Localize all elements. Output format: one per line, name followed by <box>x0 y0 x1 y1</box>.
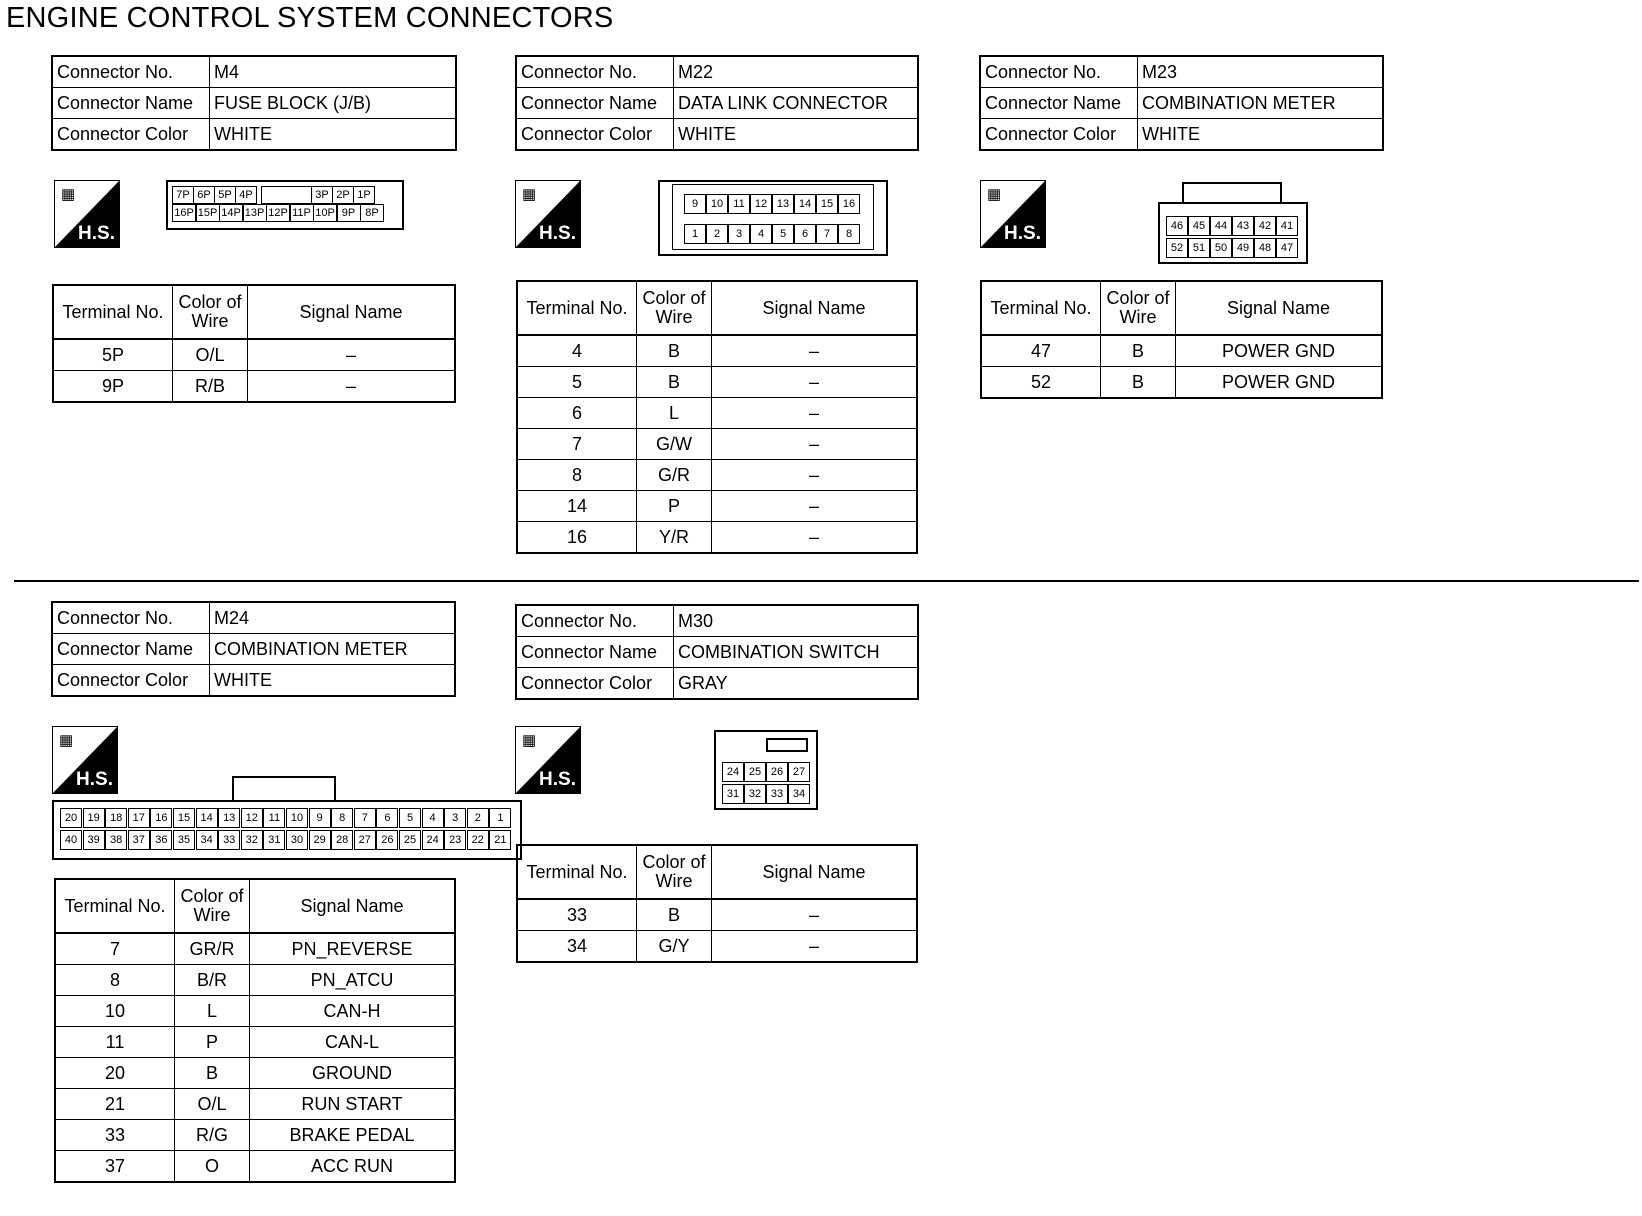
connector-pin: 30 <box>286 830 308 850</box>
connector-pin: 1P <box>353 186 375 204</box>
connector-no-label: Connector No. <box>517 57 674 88</box>
terminal-no-header: Terminal No. <box>517 845 637 899</box>
connector-pin: 11P <box>290 204 314 222</box>
connector-pin: 2P <box>332 186 354 204</box>
table-row <box>55 1120 455 1151</box>
connector-pin: 25 <box>399 830 421 850</box>
connector-color-value: WHITE <box>1138 119 1383 150</box>
connector-pin: 4P <box>235 186 257 204</box>
info-row <box>517 57 918 88</box>
connector-pin: 9P <box>337 204 361 222</box>
connector-color-label: Connector Color <box>981 119 1138 150</box>
signal-name-cell: – <box>712 429 918 460</box>
connector-no-label: Connector No. <box>53 603 210 634</box>
connector-pin: 11 <box>728 194 750 214</box>
wire-color-cell: Y/R <box>637 522 712 554</box>
terminal-no-header: Terminal No. <box>981 281 1101 335</box>
connector-plug-icon: ▦ <box>987 186 1002 203</box>
connector-pin: 35 <box>173 830 195 850</box>
wire-color-cell: O <box>175 1151 250 1183</box>
connector-pin: 5 <box>399 808 421 828</box>
info-row <box>53 665 455 696</box>
connector-pin: 45 <box>1188 216 1210 236</box>
signal-name-cell: RUN START <box>250 1089 456 1120</box>
terminal-header-row <box>55 879 455 933</box>
page-title: ENGINE CONTROL SYSTEM CONNECTORS <box>6 2 614 34</box>
connector-pin: 12 <box>750 194 772 214</box>
connector-name-label: Connector Name <box>981 88 1138 119</box>
table-row <box>517 460 917 491</box>
terminal-no-cell: 7 <box>517 429 637 460</box>
wire-color-header: Color of Wire <box>637 281 712 335</box>
wire-color-cell: B <box>1101 367 1176 399</box>
connector-pin: 52 <box>1166 238 1188 258</box>
connector-color-value: WHITE <box>210 665 455 696</box>
connector-pin: 9 <box>684 194 706 214</box>
connector-pin: 17 <box>128 808 150 828</box>
wire-color-cell: L <box>175 996 250 1027</box>
info-row <box>517 637 918 668</box>
wire-color-header: Color of Wire <box>1101 281 1176 335</box>
terminal-no-cell: 37 <box>55 1151 175 1183</box>
wire-color-cell: B <box>175 1058 250 1089</box>
signal-name-cell: – <box>712 931 918 963</box>
connector-pin: 16 <box>838 194 860 214</box>
harness-side-badge <box>515 180 581 248</box>
connector-color-value: WHITE <box>674 119 918 150</box>
connector-name-value: COMBINATION METER <box>1138 88 1383 119</box>
connector-pin: 10 <box>706 194 728 214</box>
connector-pin: 8P <box>360 204 384 222</box>
harness-side-badge <box>980 180 1046 248</box>
signal-name-cell: CAN-H <box>250 996 456 1027</box>
connector-color-label: Connector Color <box>53 665 210 696</box>
wire-color-cell: G/W <box>637 429 712 460</box>
info-row <box>53 88 456 119</box>
connector-pin: 25 <box>744 762 766 782</box>
connector-info-table <box>980 56 1383 150</box>
connector-pin: 5P <box>214 186 236 204</box>
connector-name-value: COMBINATION SWITCH <box>674 637 918 668</box>
connector-pin: 20 <box>60 808 82 828</box>
signal-name-cell: POWER GND <box>1176 335 1383 367</box>
terminal-header-row <box>981 281 1382 335</box>
table-row <box>517 899 917 931</box>
connector-pin: 51 <box>1188 238 1210 258</box>
wire-color-header: Color of Wire <box>637 845 712 899</box>
wire-color-cell: B <box>1101 335 1176 367</box>
connector-no-value: M30 <box>674 606 918 637</box>
hs-label: H.S. <box>539 223 576 244</box>
connector-name-label: Connector Name <box>53 88 210 119</box>
connector-pin: 8 <box>838 224 860 244</box>
connector-pin: 44 <box>1210 216 1232 236</box>
terminal-no-cell: 21 <box>55 1089 175 1120</box>
harness-side-badge <box>54 180 120 248</box>
connector-pin: 16 <box>150 808 172 828</box>
wire-color-cell: L <box>637 398 712 429</box>
connector-pin: 24 <box>722 762 744 782</box>
table-row <box>517 522 917 554</box>
connector-pin: 27 <box>354 830 376 850</box>
table-row <box>517 398 917 429</box>
wire-color-cell: B <box>637 899 712 931</box>
signal-name-header: Signal Name <box>1176 281 1383 335</box>
signal-name-cell: – <box>712 899 918 931</box>
connector-pin: 28 <box>331 830 353 850</box>
connector-pin: 19 <box>83 808 105 828</box>
connector-pin: 6P <box>193 186 215 204</box>
connector-pin: 14 <box>794 194 816 214</box>
connector-plug-icon: ▦ <box>522 186 537 203</box>
connector-plug-icon: ▦ <box>59 732 74 749</box>
connector-pin: 3 <box>728 224 750 244</box>
connector-pin: 18 <box>105 808 127 828</box>
terminal-no-cell: 11 <box>55 1027 175 1058</box>
connector-pin: 15 <box>173 808 195 828</box>
hs-label: H.S. <box>539 769 576 790</box>
connector-pin: 48 <box>1254 238 1276 258</box>
signal-name-cell: – <box>248 371 456 403</box>
connector-pin: 47 <box>1276 238 1298 258</box>
connector-pin <box>261 186 312 204</box>
connector-no-value: M24 <box>210 603 455 634</box>
connector-color-value: GRAY <box>674 668 918 699</box>
connector-color-label: Connector Color <box>517 119 674 150</box>
table-row <box>53 339 455 371</box>
terminal-no-cell: 47 <box>981 335 1101 367</box>
terminal-no-header: Terminal No. <box>55 879 175 933</box>
connector-plug-icon: ▦ <box>61 186 76 203</box>
connector-pin: 14 <box>196 808 218 828</box>
signal-name-header: Signal Name <box>248 285 456 339</box>
connector-pin: 34 <box>788 784 810 804</box>
connector-pin: 6 <box>376 808 398 828</box>
terminal-no-cell: 8 <box>55 965 175 996</box>
connector-info-table <box>52 56 456 150</box>
wire-color-cell: GR/R <box>175 933 250 965</box>
connector-pin: 36 <box>150 830 172 850</box>
connector-pin: 3 <box>444 808 466 828</box>
connector-pin: 26 <box>766 762 788 782</box>
terminal-no-cell: 20 <box>55 1058 175 1089</box>
info-row <box>53 634 455 665</box>
signal-name-cell: GROUND <box>250 1058 456 1089</box>
info-row <box>517 606 918 637</box>
connector-info-table <box>52 602 455 696</box>
terminal-no-cell: 14 <box>517 491 637 522</box>
connector-latch <box>232 776 336 802</box>
connector-name-label: Connector Name <box>53 634 210 665</box>
connector-pin: 12 <box>241 808 263 828</box>
connector-pin: 5 <box>772 224 794 244</box>
table-row <box>55 965 455 996</box>
table-row <box>53 371 455 403</box>
table-row <box>517 335 917 367</box>
connector-no-label: Connector No. <box>517 606 674 637</box>
connector-pin: 26 <box>376 830 398 850</box>
connector-no-label: Connector No. <box>981 57 1138 88</box>
section-divider <box>14 580 1639 582</box>
wire-color-cell: P <box>175 1027 250 1058</box>
table-row <box>55 933 455 965</box>
connector-pin: 42 <box>1254 216 1276 236</box>
connector-pin: 34 <box>196 830 218 850</box>
connector-pin: 7P <box>172 186 194 204</box>
connector-pin: 41 <box>1276 216 1298 236</box>
connector-pin: 22 <box>467 830 489 850</box>
terminal-no-cell: 6 <box>517 398 637 429</box>
connector-name-value: FUSE BLOCK (J/B) <box>210 88 456 119</box>
table-row <box>55 1058 455 1089</box>
signal-name-cell: PN_ATCU <box>250 965 456 996</box>
terminal-no-cell: 16 <box>517 522 637 554</box>
connector-name-value: COMBINATION METER <box>210 634 455 665</box>
connector-latch <box>1182 182 1282 204</box>
connector-pin: 31 <box>722 784 744 804</box>
connector-pin: 15P <box>196 204 220 222</box>
signal-name-cell: – <box>712 522 918 554</box>
connector-pin: 7 <box>816 224 838 244</box>
signal-name-header: Signal Name <box>712 845 918 899</box>
terminal-table <box>516 844 918 963</box>
connector-color-value: WHITE <box>210 119 456 150</box>
signal-name-cell: – <box>712 367 918 398</box>
connector-pin: 15 <box>816 194 838 214</box>
connector-pin: 9 <box>309 808 331 828</box>
signal-name-cell: – <box>712 398 918 429</box>
terminal-table <box>52 284 456 403</box>
info-row <box>517 668 918 699</box>
connector-pin: 33 <box>218 830 240 850</box>
signal-name-cell: PN_REVERSE <box>250 933 456 965</box>
connector-name-label: Connector Name <box>517 88 674 119</box>
signal-name-header: Signal Name <box>250 879 456 933</box>
connector-pin: 27 <box>788 762 810 782</box>
terminal-table <box>54 878 456 1183</box>
signal-name-cell: – <box>248 339 456 371</box>
info-row <box>53 603 455 634</box>
terminal-no-cell: 33 <box>517 899 637 931</box>
connector-pin: 13P <box>243 204 267 222</box>
table-row <box>517 367 917 398</box>
signal-name-cell: POWER GND <box>1176 367 1383 399</box>
terminal-table <box>516 280 918 554</box>
terminal-no-cell: 33 <box>55 1120 175 1151</box>
wire-color-header: Color of Wire <box>175 879 250 933</box>
wire-color-cell: B/R <box>175 965 250 996</box>
connector-pin: 29 <box>309 830 331 850</box>
signal-name-cell: – <box>712 460 918 491</box>
info-row <box>53 119 456 150</box>
connector-pin: 49 <box>1232 238 1254 258</box>
connector-pin: 32 <box>744 784 766 804</box>
connector-pin: 12P <box>266 204 290 222</box>
wire-color-header: Color of Wire <box>173 285 248 339</box>
connector-pin: 13 <box>218 808 240 828</box>
terminal-no-cell: 52 <box>981 367 1101 399</box>
connector-info-table <box>516 56 918 150</box>
signal-name-cell: BRAKE PEDAL <box>250 1120 456 1151</box>
connector-pin: 2 <box>706 224 728 244</box>
connector-pin: 4 <box>422 808 444 828</box>
connector-pin: 2 <box>467 808 489 828</box>
signal-name-cell: – <box>712 491 918 522</box>
connector-pin: 50 <box>1210 238 1232 258</box>
terminal-no-cell: 7 <box>55 933 175 965</box>
connector-info-table <box>516 605 918 699</box>
wire-color-cell: R/G <box>175 1120 250 1151</box>
hs-label: H.S. <box>78 223 115 244</box>
table-row <box>55 996 455 1027</box>
connector-pin: 40 <box>60 830 82 850</box>
connector-pin: 46 <box>1166 216 1188 236</box>
table-row <box>55 1151 455 1183</box>
connector-name-label: Connector Name <box>517 637 674 668</box>
connector-pin: 23 <box>444 830 466 850</box>
table-row <box>517 931 917 963</box>
connector-pin: 11 <box>263 808 285 828</box>
table-row <box>981 335 1382 367</box>
connector-pin: 6 <box>794 224 816 244</box>
connector-pin: 16P <box>172 204 196 222</box>
terminal-no-cell: 4 <box>517 335 637 367</box>
connector-pin: 8 <box>331 808 353 828</box>
connector-pin: 43 <box>1232 216 1254 236</box>
terminal-no-cell: 5P <box>53 339 173 371</box>
table-row <box>981 367 1382 399</box>
connector-pin: 31 <box>263 830 285 850</box>
connector-pin: 1 <box>684 224 706 244</box>
harness-side-badge <box>52 726 118 794</box>
signal-name-cell: ACC RUN <box>250 1151 456 1183</box>
connector-pin: 13 <box>772 194 794 214</box>
signal-name-cell: – <box>712 335 918 367</box>
table-row <box>517 491 917 522</box>
connector-pin: 10P <box>313 204 337 222</box>
terminal-header-row <box>517 281 917 335</box>
wire-color-cell: O/L <box>173 339 248 371</box>
table-row <box>55 1089 455 1120</box>
terminal-no-header: Terminal No. <box>53 285 173 339</box>
signal-name-header: Signal Name <box>712 281 918 335</box>
connector-pin: 32 <box>241 830 263 850</box>
info-row <box>517 119 918 150</box>
connector-no-value: M4 <box>210 57 456 88</box>
info-row <box>981 119 1383 150</box>
wire-color-cell: B <box>637 367 712 398</box>
connector-no-value: M22 <box>674 57 918 88</box>
hs-label: H.S. <box>76 769 113 790</box>
connector-plug-icon: ▦ <box>522 732 537 749</box>
info-row <box>53 57 456 88</box>
terminal-header-row <box>53 285 455 339</box>
info-row <box>981 88 1383 119</box>
terminal-table <box>980 280 1383 399</box>
table-row <box>517 429 917 460</box>
connector-color-label: Connector Color <box>53 119 210 150</box>
connector-name-value: DATA LINK CONNECTOR <box>674 88 918 119</box>
connector-pin: 7 <box>354 808 376 828</box>
hs-label: H.S. <box>1004 223 1041 244</box>
info-row <box>981 57 1383 88</box>
connector-no-label: Connector No. <box>53 57 210 88</box>
connector-pin: 33 <box>766 784 788 804</box>
wire-color-cell: R/B <box>173 371 248 403</box>
harness-side-badge <box>515 726 581 794</box>
connector-pin: 39 <box>83 830 105 850</box>
connector-pin: 4 <box>750 224 772 244</box>
connector-latch <box>766 738 808 752</box>
wire-color-cell: O/L <box>175 1089 250 1120</box>
table-row <box>55 1027 455 1058</box>
connector-pin: 14P <box>219 204 243 222</box>
connector-pin: 24 <box>422 830 444 850</box>
terminal-no-header: Terminal No. <box>517 281 637 335</box>
connector-color-label: Connector Color <box>517 668 674 699</box>
connector-no-value: M23 <box>1138 57 1383 88</box>
wire-color-cell: G/Y <box>637 931 712 963</box>
terminal-no-cell: 8 <box>517 460 637 491</box>
wire-color-cell: B <box>637 335 712 367</box>
terminal-no-cell: 10 <box>55 996 175 1027</box>
connector-pin: 3P <box>311 186 333 204</box>
connector-pin: 38 <box>105 830 127 850</box>
info-row <box>517 88 918 119</box>
connector-pin: 21 <box>489 830 511 850</box>
terminal-no-cell: 34 <box>517 931 637 963</box>
connector-pin: 1 <box>489 808 511 828</box>
terminal-header-row <box>517 845 917 899</box>
signal-name-cell: CAN-L <box>250 1027 456 1058</box>
connector-pin: 37 <box>128 830 150 850</box>
wire-color-cell: G/R <box>637 460 712 491</box>
wire-color-cell: P <box>637 491 712 522</box>
connector-pin: 10 <box>286 808 308 828</box>
terminal-no-cell: 9P <box>53 371 173 403</box>
terminal-no-cell: 5 <box>517 367 637 398</box>
